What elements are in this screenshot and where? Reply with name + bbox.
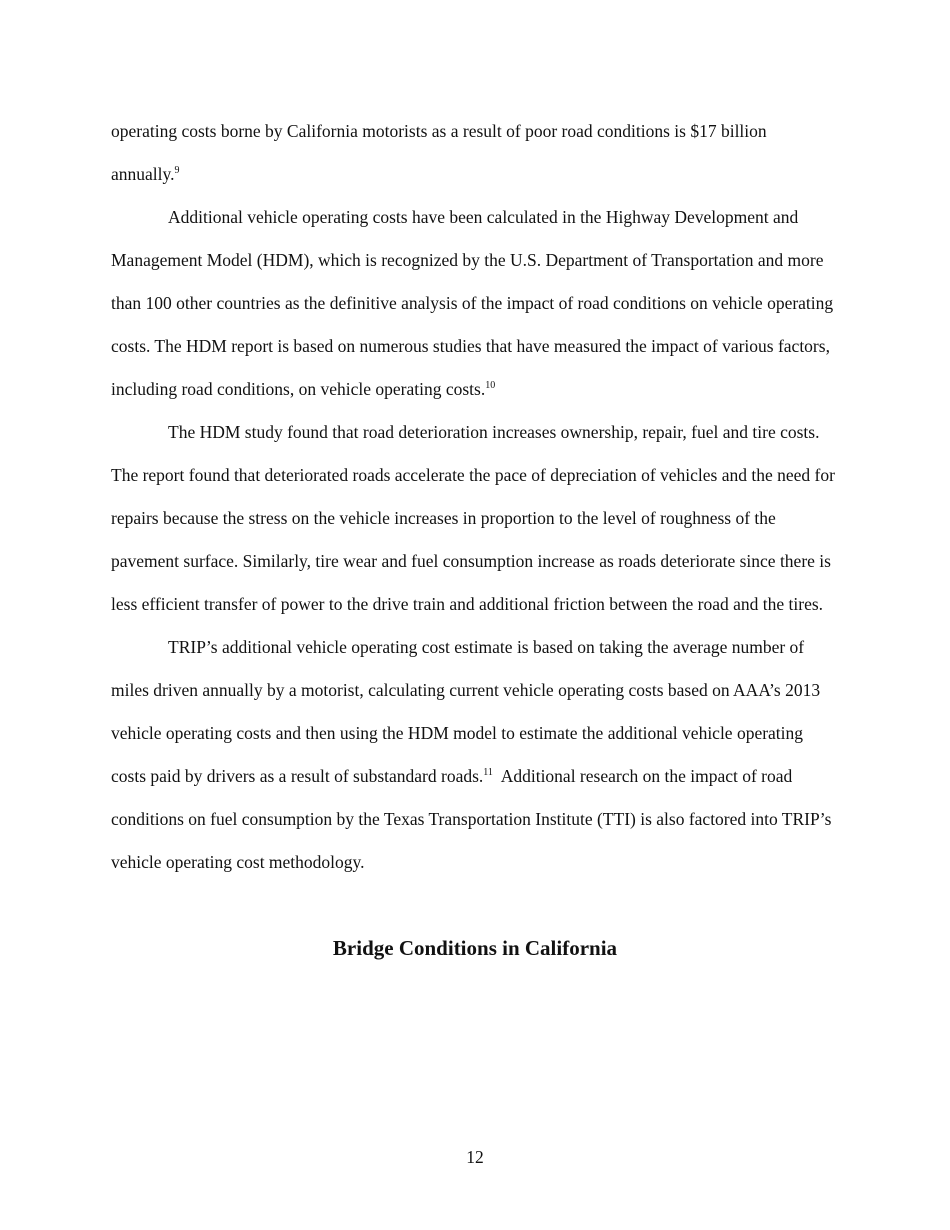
document-body [111,110,838,884]
paragraph-text: Additional vehicle operating costs have been calculated in the Highway Development and Management Model (HDM), which is recognized by the U.S. Department of Transportation and more than 100 other countries as the definitive analysis of the impact of road conditions on vehicle operating costs. The HDM report is based on numerous studies that have measured the impact of various factors, including road conditions, on vehicle operating costs. [111,207,834,399]
paragraph-hdm-model [111,196,838,411]
paragraph-text: operating costs borne by California motorists as a result of poor road conditions is $17 billion annually. [111,121,767,184]
paragraph-trip-estimate [111,626,838,884]
paragraph-continuation [111,110,838,196]
page-number: 12 [466,1147,484,1167]
section-heading: Bridge Conditions in California [332,936,618,960]
paragraph-text: The HDM study found that road deterioration increases ownership, repair, fuel and tire costs. The report found that deteriorated roads accelerate the pace of depreciation of vehicles and the need for repairs because the stress on the vehicle increases in proportion to the level of roughness of the pavement surface. Similarly, tire wear and fuel consumption increase as roads deteriorate since there is less efficient transfer of power to the drive train and additional friction between the road and the tires. [111,422,835,614]
paragraph-hdm-study [111,411,838,626]
paragraph-text: TRIP’s additional vehicle operating cost estimate is based on taking the average number of miles driven annually by a motorist, calculating current vehicle operating costs based on AAA’s 2013 vehicle operating costs and then using the HDM model to estimate the additional vehicle operating costs paid by drivers as a result of substandard roads. [111,637,821,786]
footnote-reference: 9 [174,165,180,176]
paragraph-text-tail: Additional research on the impact of road conditions on fuel consumption by the Texas Transportation Institute (TTI) is also factored into TRIP’s vehicle operating cost methodology. [111,766,836,872]
footnote-reference: 10 [485,380,496,391]
footnote-reference: 11 [483,767,493,778]
